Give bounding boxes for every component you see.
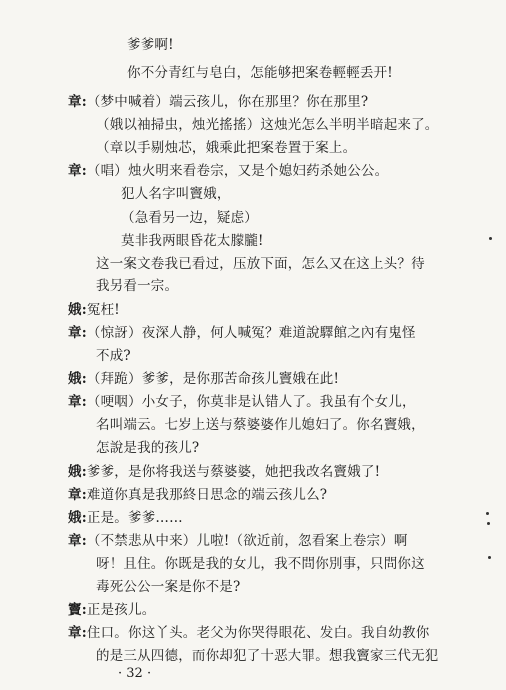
text-line-7 xyxy=(121,209,258,227)
line-text: 住口。你这丫头。老父为你哭得眼花、发白。我自幼教你 xyxy=(86,625,430,641)
speaker-label: 章: xyxy=(68,487,87,503)
scan-speck xyxy=(489,237,492,240)
text-line-21 xyxy=(68,532,408,550)
scan-speck xyxy=(487,522,490,525)
speaker-label: 娥: xyxy=(68,510,87,526)
line-text: （梦中喊着）端云孩儿，你在那里？你在那里? xyxy=(86,94,369,110)
text-line-12 xyxy=(68,324,416,342)
text-line-0 xyxy=(127,36,174,54)
line-text: 毒死公公一案是你不是? xyxy=(96,579,241,595)
text-line-17 xyxy=(96,439,199,457)
text-line-6 xyxy=(121,185,231,203)
scan-speck xyxy=(488,556,491,559)
text-line-5 xyxy=(68,162,388,180)
line-text: （娥以袖掃虫，烛光搖搖）这烛光怎么半明半暗起来了。 xyxy=(96,117,439,133)
text-line-18 xyxy=(68,463,380,481)
text-line-14 xyxy=(68,370,339,388)
speaker-label: 娥: xyxy=(68,371,87,387)
line-text: 这一案文卷我已看过，压放下面，怎么又在这上头？待 xyxy=(96,256,425,272)
line-text: 正是。爹爹…… xyxy=(86,510,183,526)
text-line-20 xyxy=(68,509,183,527)
text-line-4 xyxy=(96,139,356,157)
line-text: 名叫端云。七岁上送与蔡婆婆作儿媳妇了。你名竇娥， xyxy=(96,417,425,433)
text-line-15 xyxy=(68,393,416,411)
text-line-10 xyxy=(96,277,178,295)
line-text: 我另看一宗。 xyxy=(96,278,179,294)
line-text: 莫非我两眼昏花太朦朧! xyxy=(121,233,264,249)
line-text: （不禁悲从中来）儿啦!（欲近前，忽看案上卷宗）啊 xyxy=(86,533,408,549)
line-text: 冤枉! xyxy=(86,302,120,318)
line-text: （急看另一边，疑虑） xyxy=(121,210,258,226)
text-line-26 xyxy=(96,647,439,665)
line-text: 你不分青红与皂白，怎能够把案卷輕輕丢开! xyxy=(127,65,393,81)
line-text: 爹爹，是你将我送与蔡婆婆，她把我改名竇娥了! xyxy=(86,464,381,480)
speaker-label: 竇: xyxy=(68,602,87,618)
text-line-16 xyxy=(96,416,425,434)
text-line-13 xyxy=(96,347,131,365)
line-text: 爹爹啊! xyxy=(127,37,174,53)
speaker-label: 章: xyxy=(68,533,87,549)
speaker-label: 章: xyxy=(68,325,87,341)
text-line-2 xyxy=(68,93,368,111)
line-text: 正是孩儿。 xyxy=(86,602,156,618)
text-line-25 xyxy=(68,624,429,642)
line-text: 呀！且住。你既是我的女儿，我不問你別事，只問你这 xyxy=(96,556,425,572)
text-line-1 xyxy=(127,64,393,82)
text-line-3 xyxy=(96,116,439,134)
scan-speck xyxy=(486,512,489,515)
text-line-19 xyxy=(68,486,327,504)
page-number: · 32 · xyxy=(118,666,152,681)
line-text: 的是三从四德，而你却犯了十恶大罪。想我竇家三代无犯 xyxy=(96,648,439,664)
line-text: （章以手剔烛芯，娥乘此把案卷置于案上。 xyxy=(96,140,357,156)
speaker-label: 娥: xyxy=(68,464,87,480)
line-text: 不成? xyxy=(96,348,131,364)
line-text: （惊訝）夜深人静，何人喊冤？难道說驛館之內有鬼怪 xyxy=(86,325,416,341)
speaker-label: 娥: xyxy=(68,302,87,318)
speaker-label: 章: xyxy=(68,625,87,641)
speaker-label: 章: xyxy=(68,163,87,179)
text-line-9 xyxy=(96,255,425,273)
line-text: 犯人名字叫竇娥， xyxy=(121,186,231,202)
line-text: 怎說是我的孩儿? xyxy=(96,440,200,456)
speaker-label: 章: xyxy=(68,394,87,410)
text-line-8 xyxy=(121,232,264,250)
line-text: 难道你真是我那終日思念的端云孩儿么? xyxy=(86,487,328,503)
line-text: （拜跪）爹爹，是你那苦命孩儿竇娥在此! xyxy=(86,371,340,387)
speaker-label: 章: xyxy=(68,94,87,110)
text-line-11 xyxy=(68,301,120,319)
text-line-23 xyxy=(96,578,240,596)
text-line-22 xyxy=(96,555,425,573)
text-line-24 xyxy=(68,601,155,619)
line-text: （唱）烛火明来看卷宗，又是个媳妇药杀她公公。 xyxy=(86,163,389,179)
line-text: （哽咽）小女子，你莫非是认错人了。我虽有个女儿， xyxy=(86,394,416,410)
